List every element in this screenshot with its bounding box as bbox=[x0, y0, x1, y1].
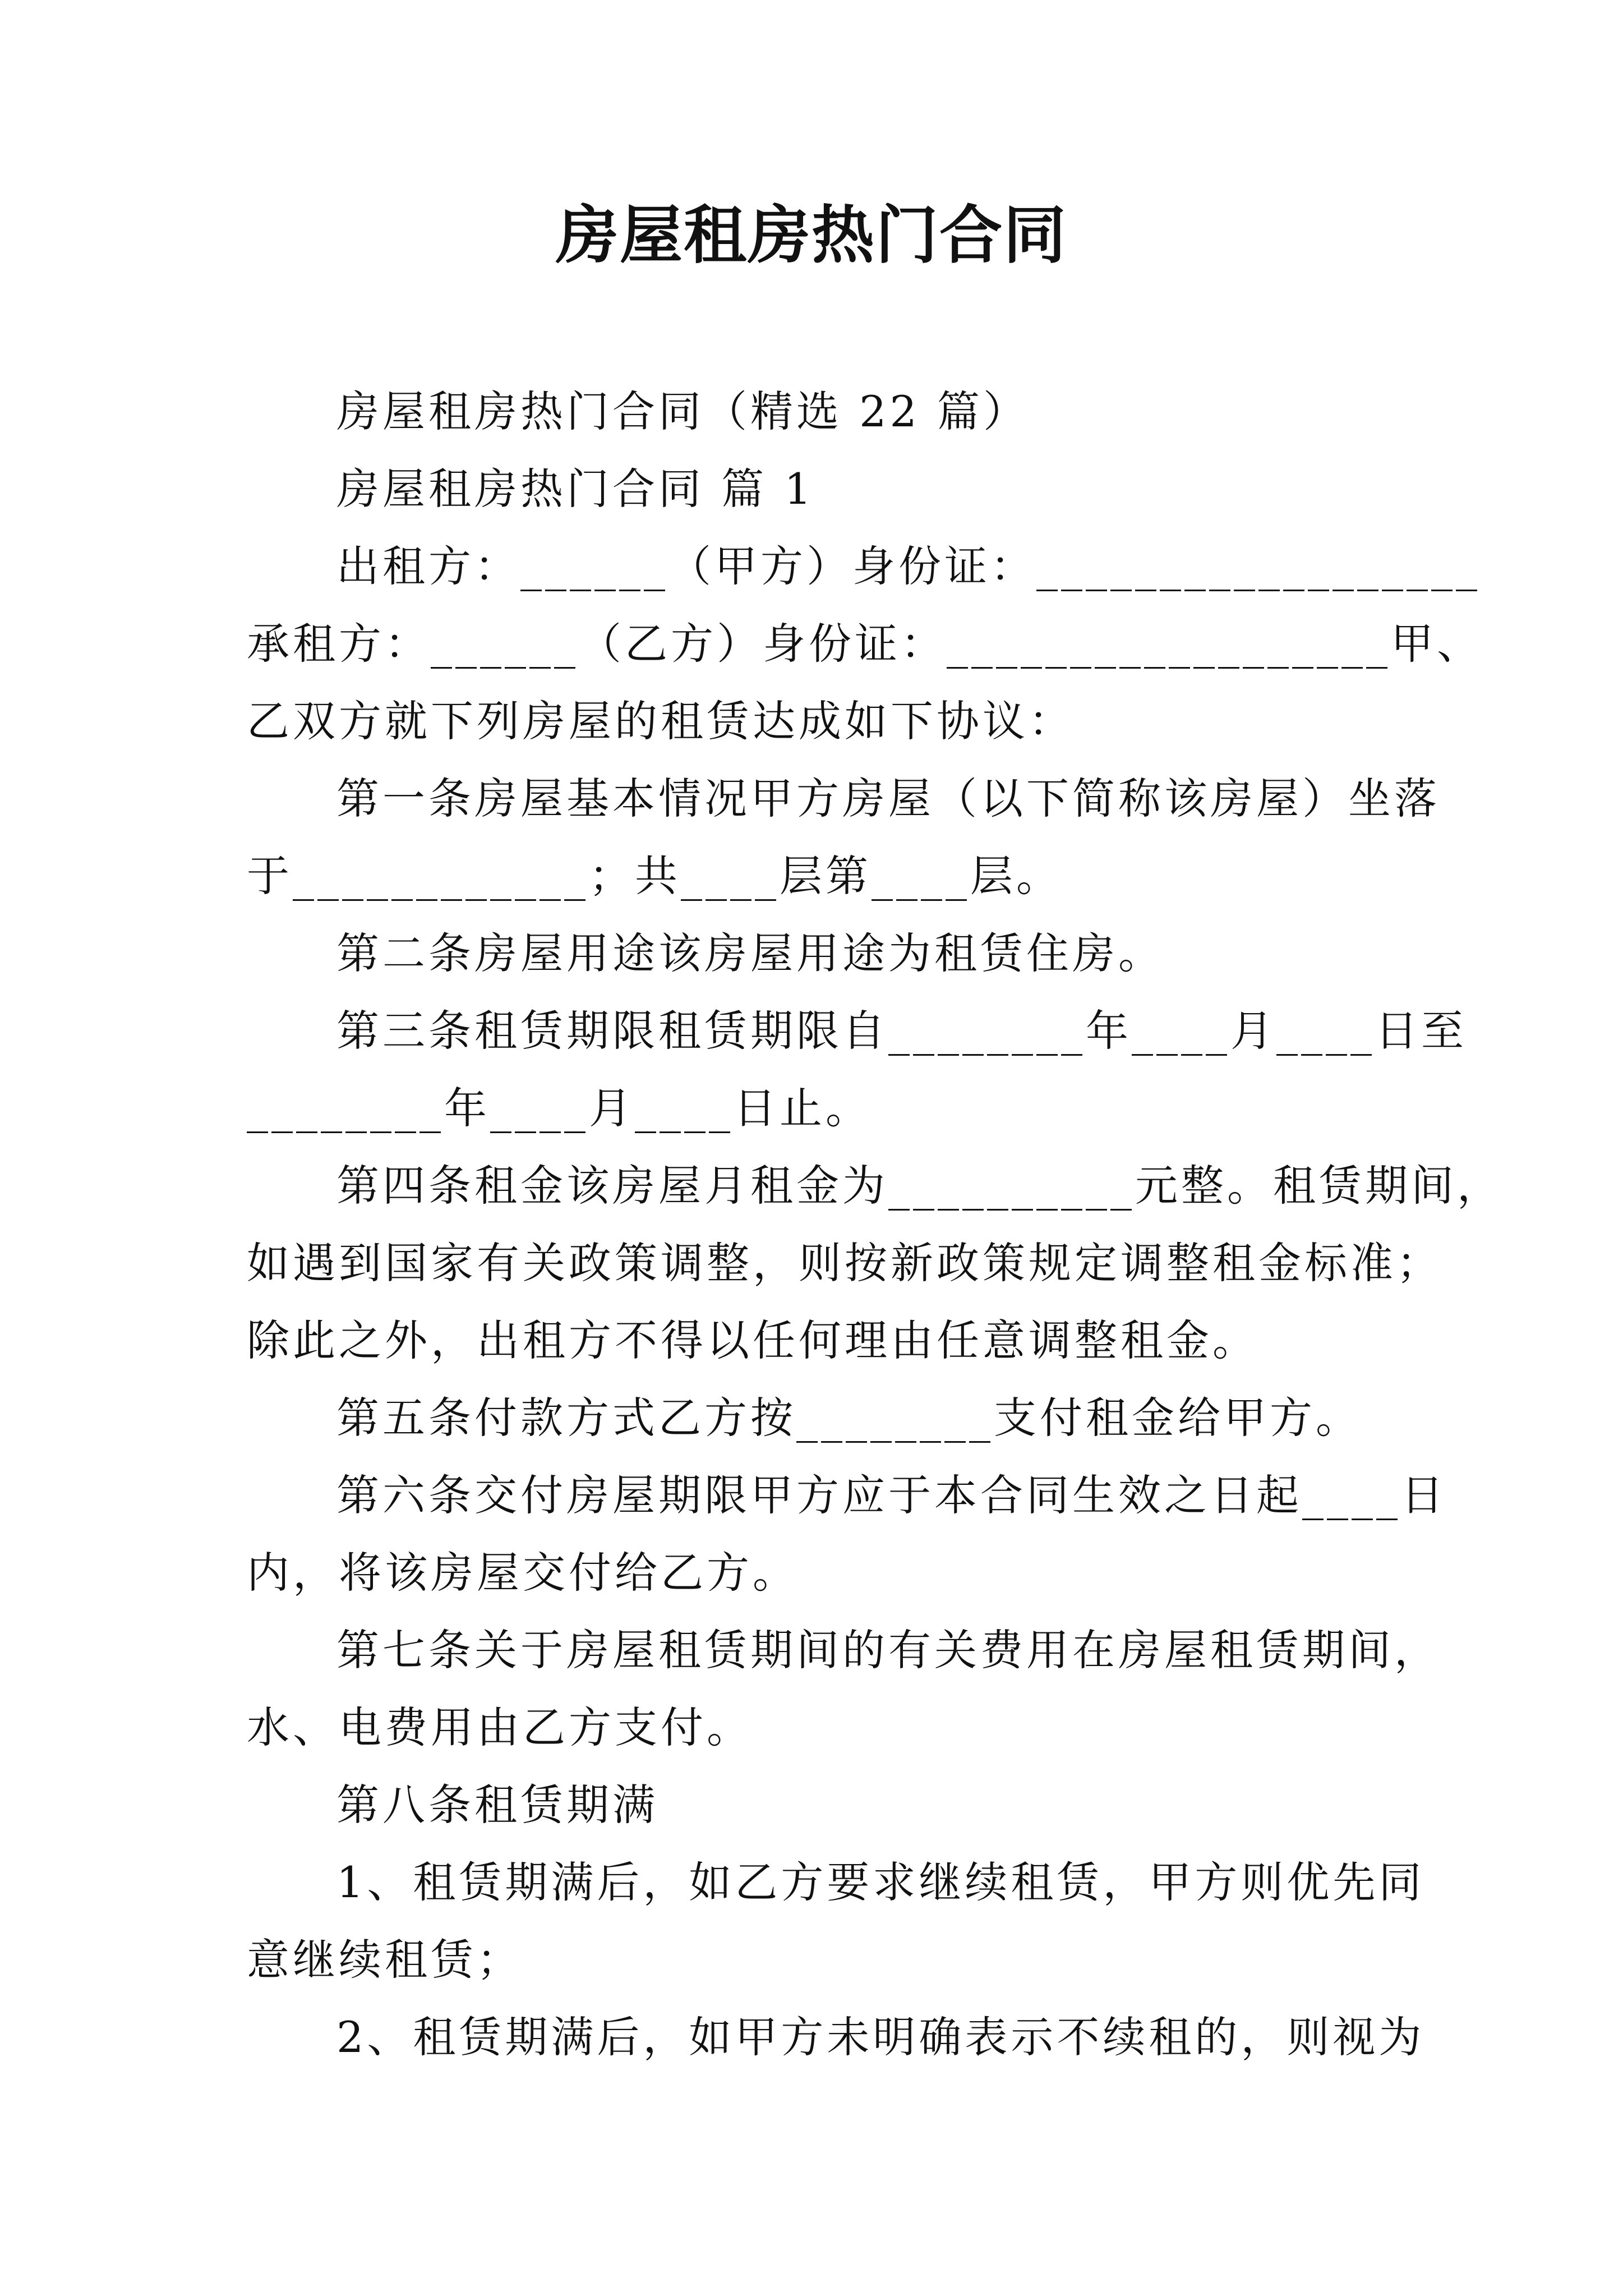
paragraph-line: 第六条交付房屋期限甲方应于本合同生效之日起____日 bbox=[336, 1470, 1447, 1520]
paragraph-line: ________年____月____日止。 bbox=[247, 1083, 872, 1133]
paragraph-line: 如遇到国家有关政策调整，则按新政策规定调整租金标准； bbox=[247, 1238, 1442, 1288]
paragraph-line: 除此之外，出租方不得以任何理由任意调整租金。 bbox=[247, 1315, 1258, 1365]
paragraph-line: 第八条租赁期满 bbox=[336, 1780, 658, 1830]
document-title: 房屋租房热门合同 bbox=[556, 199, 1067, 272]
paragraph-line: 承租方：______（乙方）身份证：__________________甲、 bbox=[247, 619, 1483, 669]
paragraph-line: 内，将该房屋交付给乙方。 bbox=[247, 1548, 799, 1598]
paragraph-line: 乙双方就下列房屋的租赁达成如下协议： bbox=[247, 696, 1075, 746]
paragraph-line: 1、租赁期满后，如乙方要求继续租赁，甲方则优先同 bbox=[336, 1857, 1425, 1907]
paragraph-line: 第一条房屋基本情况甲方房屋（以下简称该房屋）坐落 bbox=[336, 774, 1440, 823]
paragraph-line: 房屋租房热门合同 篇 1 bbox=[336, 464, 815, 514]
paragraph-line: 房屋租房热门合同（精选 22 篇） bbox=[336, 386, 1030, 436]
paragraph-line: 第七条关于房屋租赁期间的有关费用在房屋租赁期间， bbox=[336, 1625, 1440, 1675]
paragraph-line: 第三条租赁期限租赁期限自________年____月____日至 bbox=[336, 1006, 1467, 1056]
paragraph-line: 第五条付款方式乙方按________支付租金给甲方。 bbox=[336, 1393, 1362, 1443]
paragraph-line: 于____________；共____层第____层。 bbox=[247, 851, 1062, 901]
paragraph-line: 出租方：______（甲方）身份证：__________________ bbox=[336, 541, 1481, 591]
paragraph-line: 第二条房屋用途该房屋用途为租赁住房。 bbox=[336, 928, 1164, 978]
paragraph-line: 意继续租赁； bbox=[247, 1935, 523, 1985]
document-body bbox=[247, 373, 1503, 2076]
paragraph-line: 水、电费用由乙方支付。 bbox=[247, 1703, 753, 1752]
paragraph-line: 第四条租金该房屋月租金为__________元整。租赁期间， bbox=[336, 1161, 1503, 1211]
paragraph-line: 2、租赁期满后，如甲方未明确表示不续租的，则视为 bbox=[336, 2012, 1425, 2062]
